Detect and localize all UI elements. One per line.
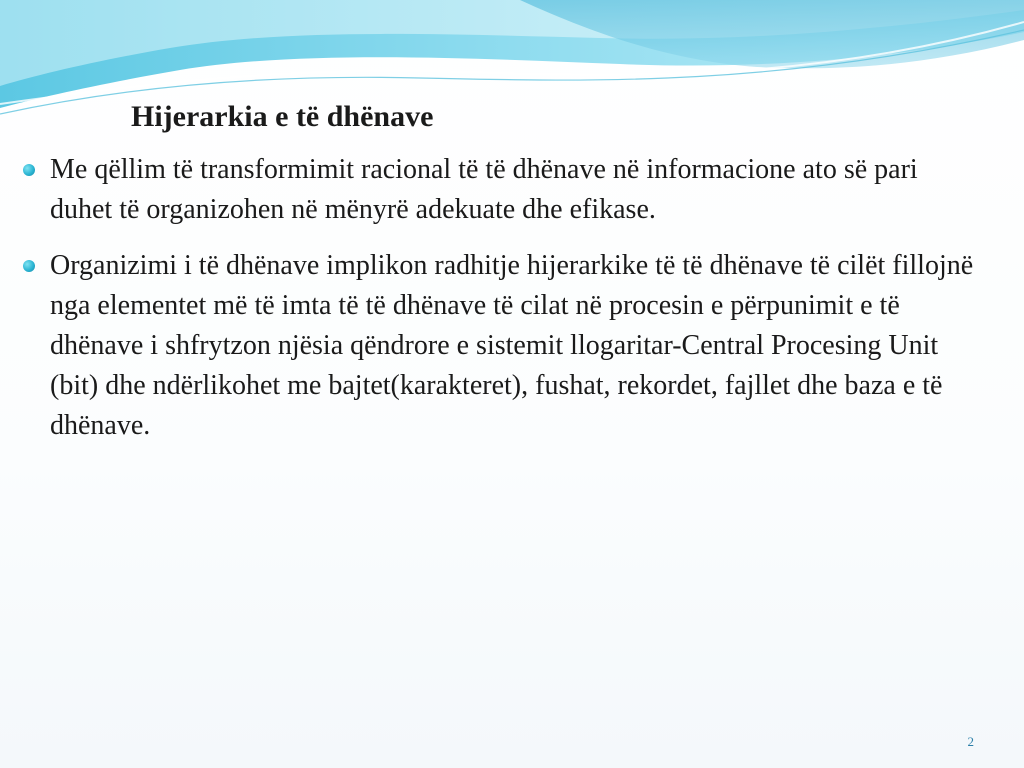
circle-bullet-icon [23, 164, 35, 176]
bullet-text: Me qëllim të transformimit racional të të dhënave në informacione ato së pari duhet të organizohen në mënyrë adekuate dhe efikase. [50, 154, 918, 225]
page-number: 2 [967, 734, 974, 749]
bullet-text: Organizimi i të dhënave implikon radhitje hijerarkike të të dhënave të cilët fillojnë nga elementet më të imta të të dhënave të cilat në procesin e përpunimit e të dhënave i shfrytzon njësia qëndrore e sistemit llogaritar-Central Procesing Unit (bit) dhe ndërlikohet me bajtet(karakteret), fushat, rekordet, fajllet dhe baza e të dhënave. [50, 250, 974, 441]
slide-title: Hijerarkia e të dhënave [131, 100, 434, 133]
bullet-item [22, 150, 982, 230]
bullet-item [22, 246, 982, 446]
bullet-list [22, 150, 982, 462]
circle-bullet-icon [23, 260, 35, 272]
